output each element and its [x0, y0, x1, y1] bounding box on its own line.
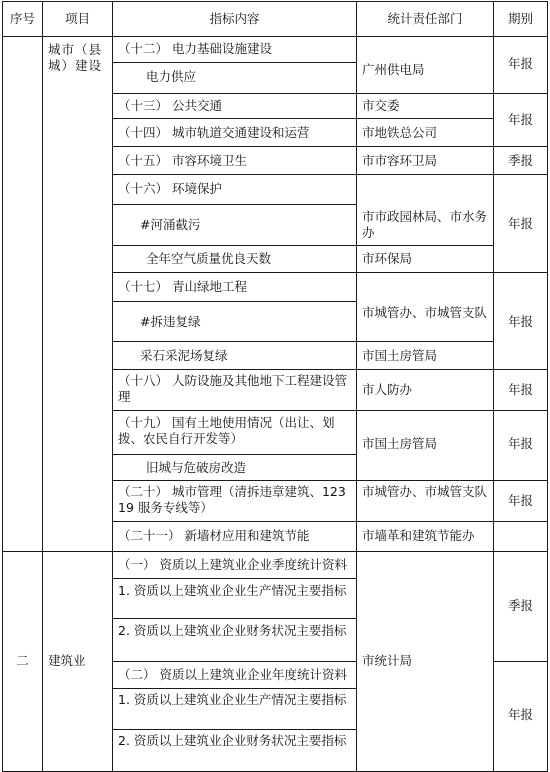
row-divider	[356, 369, 494, 370]
row-divider	[356, 410, 494, 411]
period-cell: 季报	[507, 598, 533, 613]
row-divider	[112, 245, 357, 246]
indicator-cell: #河涌截污	[140, 217, 201, 232]
period-cell: 年报	[507, 314, 533, 329]
dept-cell: 市交委	[362, 98, 400, 113]
project-name: 城市（县城）建设	[48, 42, 103, 73]
header-divider	[2, 36, 548, 37]
column-divider	[112, 1, 113, 771]
indicator-cell: 全年空气质量优良天数	[146, 251, 272, 266]
project-name: 建筑业	[48, 653, 86, 668]
row-divider	[112, 618, 357, 619]
row-divider	[356, 146, 494, 147]
period-cell: 年报	[507, 216, 533, 231]
indicator-cell: 电力供应	[146, 69, 197, 84]
row-divider	[356, 521, 494, 522]
period-cell: 年报	[507, 707, 533, 722]
indicator-cell: 2. 资质以上建筑业企业财务状况主要指标	[118, 623, 347, 638]
header-period: 期别	[507, 11, 533, 26]
row-divider	[356, 174, 494, 175]
row-divider	[112, 454, 357, 455]
indicator-cell: （十四） 城市轨道交通建设和运营	[118, 125, 310, 140]
period-cell: 年报	[507, 493, 533, 508]
row-divider	[112, 480, 357, 481]
section-seq: 二	[16, 653, 29, 668]
row-divider	[112, 369, 357, 370]
header-seq: 序号	[9, 11, 35, 26]
period-cell: 年报	[507, 56, 533, 71]
dept-cell: 广州供电局	[362, 62, 425, 77]
indicator-cell: 采石采泥场复绿	[140, 348, 228, 363]
row-divider	[493, 272, 548, 273]
row-divider	[112, 301, 357, 302]
row-divider	[112, 410, 357, 411]
indicator-cell: （二十） 城市管理（清拆违章建筑、12319 服务专线等）	[118, 484, 346, 515]
indicator-cell: （一） 资质以上建筑业企业季度统计资料	[118, 557, 347, 572]
dept-cell: 市统计局	[362, 653, 413, 668]
period-cell: 季报	[507, 153, 533, 168]
dept-cell: 市市政园林局、市水务办	[362, 209, 488, 240]
row-divider	[493, 661, 548, 662]
dept-cell: 市国土房管局	[362, 348, 438, 363]
indicator-cell: 1. 资质以上建筑业企业生产情况主要指标	[118, 583, 347, 598]
header-indicator: 指标内容	[209, 11, 260, 26]
indicator-cell: #拆违复绿	[140, 314, 201, 329]
indicator-cell: （十七） 青山绿地工程	[118, 279, 247, 294]
row-divider	[112, 729, 357, 730]
row-divider	[493, 93, 548, 94]
indicator-cell: 2. 资质以上建筑业企业财务状况主要指标	[118, 733, 347, 748]
header-dept: 统计责任部门	[387, 11, 463, 26]
row-divider	[493, 369, 548, 370]
row-divider	[356, 245, 494, 246]
header-item: 项目	[64, 11, 90, 26]
period-cell: 年报	[507, 382, 533, 397]
indicator-cell: （二） 资质以上建筑业企业年度统计资料	[118, 667, 347, 682]
row-divider	[356, 341, 494, 342]
row-divider	[493, 521, 548, 522]
dept-cell: 市城管办、市城管支队	[362, 484, 488, 499]
indicator-cell: （十九） 国有土地使用情况（出让、划拨、农民自行开发等）	[118, 415, 335, 446]
row-divider	[493, 146, 548, 147]
row-divider	[356, 272, 494, 273]
row-divider	[112, 204, 357, 205]
indicator-cell: （十五） 市容环境卫生	[118, 153, 247, 168]
table-border-right	[547, 1, 548, 771]
indicator-cell: （二十一） 新墙材应用和建筑节能	[118, 528, 310, 543]
row-divider	[112, 62, 357, 63]
dept-cell: 市国土房管局	[362, 436, 438, 451]
row-divider	[112, 118, 357, 119]
indicator-cell: 旧城与危破房改造	[146, 460, 247, 475]
period-cell: 年报	[507, 436, 533, 451]
indicator-cell: 1. 资质以上建筑业企业生产情况主要指标	[118, 692, 347, 707]
dept-cell: 市人防办	[362, 382, 413, 397]
row-divider	[112, 174, 357, 175]
row-divider	[112, 272, 357, 273]
indicator-cell: （十六） 环境保护	[118, 181, 222, 196]
row-divider	[112, 521, 357, 522]
indicator-cell: （十二） 电力基础设施建设	[118, 41, 272, 56]
indicator-cell: （十三） 公共交通	[118, 98, 222, 113]
row-divider	[112, 341, 357, 342]
dept-cell: 市环保局	[362, 251, 413, 266]
row-divider	[112, 93, 357, 94]
row-divider	[493, 174, 548, 175]
dept-cell: 市城管办、市城管支队	[362, 305, 488, 320]
section-divider	[2, 551, 548, 552]
row-divider	[112, 661, 357, 662]
column-divider	[356, 1, 357, 771]
column-divider	[42, 1, 43, 771]
row-divider	[356, 118, 494, 119]
dept-cell: 市墙革和建筑节能办	[362, 528, 475, 543]
row-divider	[112, 688, 357, 689]
indicator-cell: （十八） 人防设施及其他地下工程建设管理	[118, 373, 347, 404]
row-divider	[356, 93, 494, 94]
row-divider	[356, 480, 494, 481]
row-divider	[112, 146, 357, 147]
dept-cell: 市地铁总公司	[362, 125, 438, 140]
dept-cell: 市市容环卫局	[362, 153, 438, 168]
table-border-top	[2, 1, 548, 2]
row-divider	[493, 480, 548, 481]
period-cell: 年报	[507, 112, 533, 127]
row-divider	[112, 578, 357, 579]
row-divider	[493, 410, 548, 411]
